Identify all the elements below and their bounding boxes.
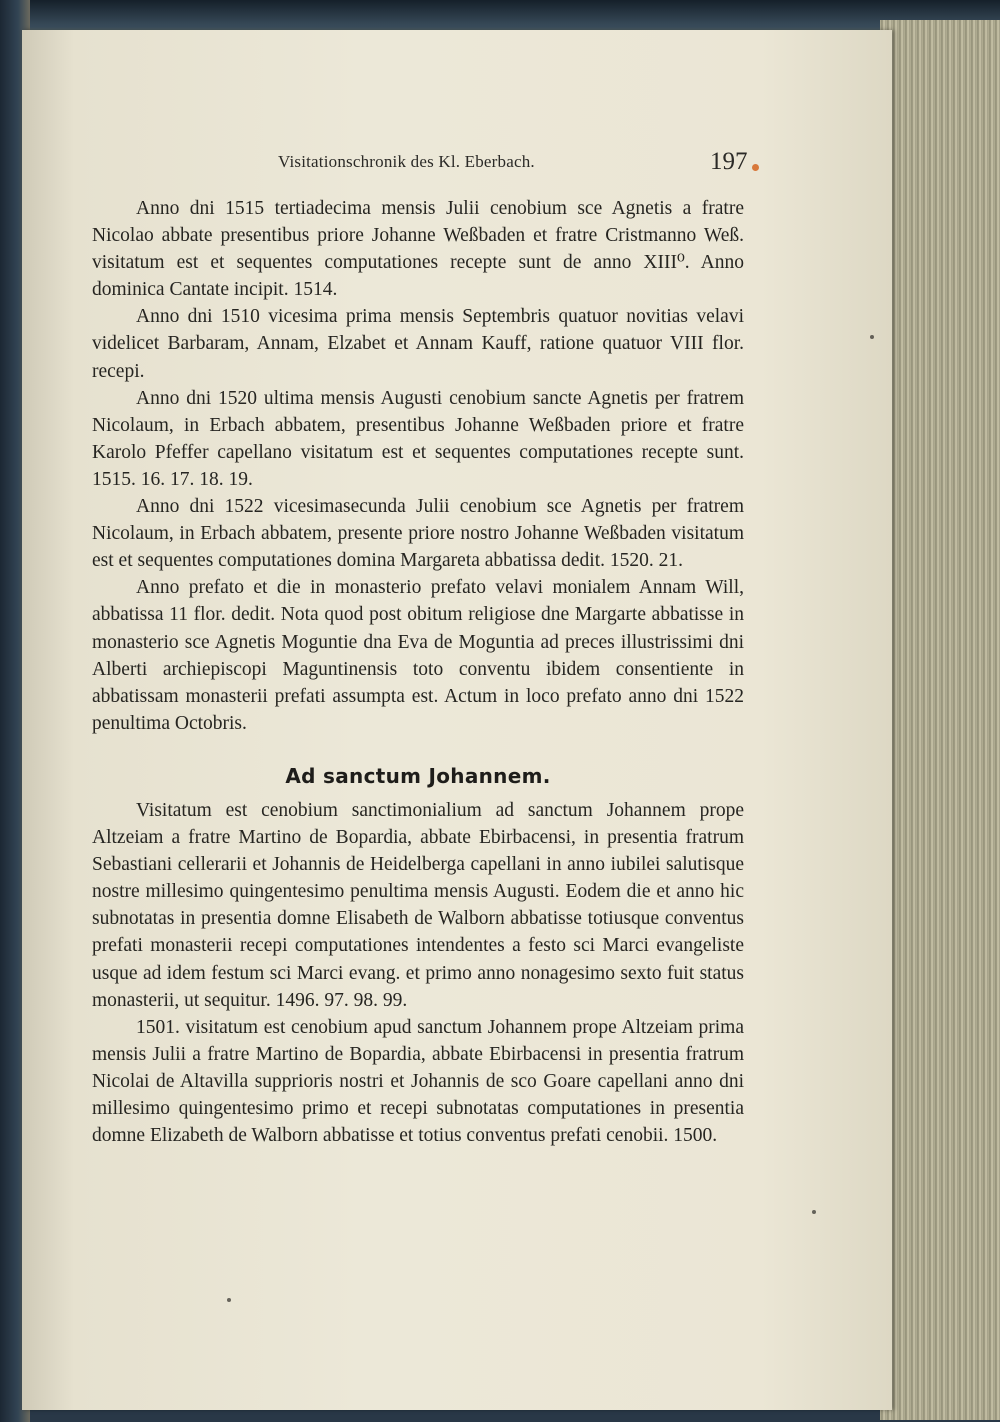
page-number: 197 — [710, 148, 748, 175]
book-binding-top — [0, 0, 1000, 34]
paragraph: Visitatum est cenobium sanctimonialium ad sanctum Johannem prope Altzeiam a fratre Martino de Bopardia, abbate Ebirbacensi, in presentia fratrum Sebastiani cellerarii et Johannis de Heidelberga capellani in anno iubilei salutisque nostre millesimo quingentesimo penultima mensis Augusti. Eodem die et anno hic subnotatas in presentia domne Elisabeth de Walborn abbatisse totiusque conventus prefati monasterii recepi computationes intendentes a festo sci Marci evangeliste usque ad idem festum sci Marci evang. et primo anno nonagesimo sexto fuit status monasterii, ut sequitur. 1496. 97. 98. 99. — [92, 799, 744, 1011]
paragraph: Anno dni 1515 tertiadecima mensis Julii cenobium sce Agnetis a fratre Nicolao abbate presentibus priore Johanne Weßbaden et fratre Cristmanno Weß. visitatum est et sequentes computationes recepte sunt de anno XIII⁰. Anno dominica Cantate incipit. 1514. — [92, 198, 744, 301]
paper-speck — [227, 1298, 231, 1302]
page-edges — [880, 20, 1000, 1420]
section-heading: Ad sanctum Johannem. — [285, 763, 551, 788]
ink-dot — [752, 164, 759, 171]
paper-speck — [870, 335, 874, 339]
page-header — [278, 150, 758, 180]
paragraph: Anno dni 1522 vicesimasecunda Julii cenobium sce Agnetis per fratrem Nicolaum, in Erbach abbatem, presente priore nostro Johanne Weßbaden visitatum est et sequentes computationes domina Margareta abbatissa dedit. 1520. 21. — [92, 496, 744, 572]
paragraph: Anno dni 1520 ultima mensis Augusti cenobium sancte Agnetis per fratrem Nicolaum, in Erbach abbatem, presentibus Johanne Weßbaden priore et fratre Karolo Pfeffer capellano visitatum est et sequentes computationes recepte sunt. 1515. 16. 17. 18. 19. — [92, 387, 744, 490]
paper-speck — [812, 1210, 816, 1214]
paragraph: Anno prefato et die in monasterio prefato velavi monialem Annam Will, abbatissa 11 flor. dedit. Nota quod post obitum religiose dne Margarte abbatisse in monasterio sce Agnetis Moguntie dna Eva de Moguntia ad preces illustrissimi dni Alberti archiepiscopi Maguntinensis toto conventu ibidem consentiente in abbatissam monasterii prefati assumpta est. Actum in loco prefato anno dni 1522 penultima Octobris. — [92, 577, 744, 734]
paragraph: Anno dni 1510 vicesima prima mensis Septembris quatuor novitias velavi videlicet Barbaram, Annam, Elzabet et Annam Kauff, ratione quatuor VIII flor. recepi. — [92, 306, 744, 382]
body-text — [92, 195, 744, 1149]
running-head: Visitationschronik des Kl. Eberbach. — [278, 152, 535, 171]
paragraph: 1501. visitatum est cenobium apud sanctum Johannem prope Altzeiam prima mensis Julii a fratre Martino de Bopardia, abbate Ebirbacensi in presentia fratrum Nicolai de Altavilla supprioris nostri et Johannis de sco Goare capellani anno dni millesimo quingentesimo primo et recepi subnotatas computationes in presentia domne Elizabeth de Walborn abbatisse et totius conventus prefati cenobii. 1500. — [92, 1016, 744, 1147]
